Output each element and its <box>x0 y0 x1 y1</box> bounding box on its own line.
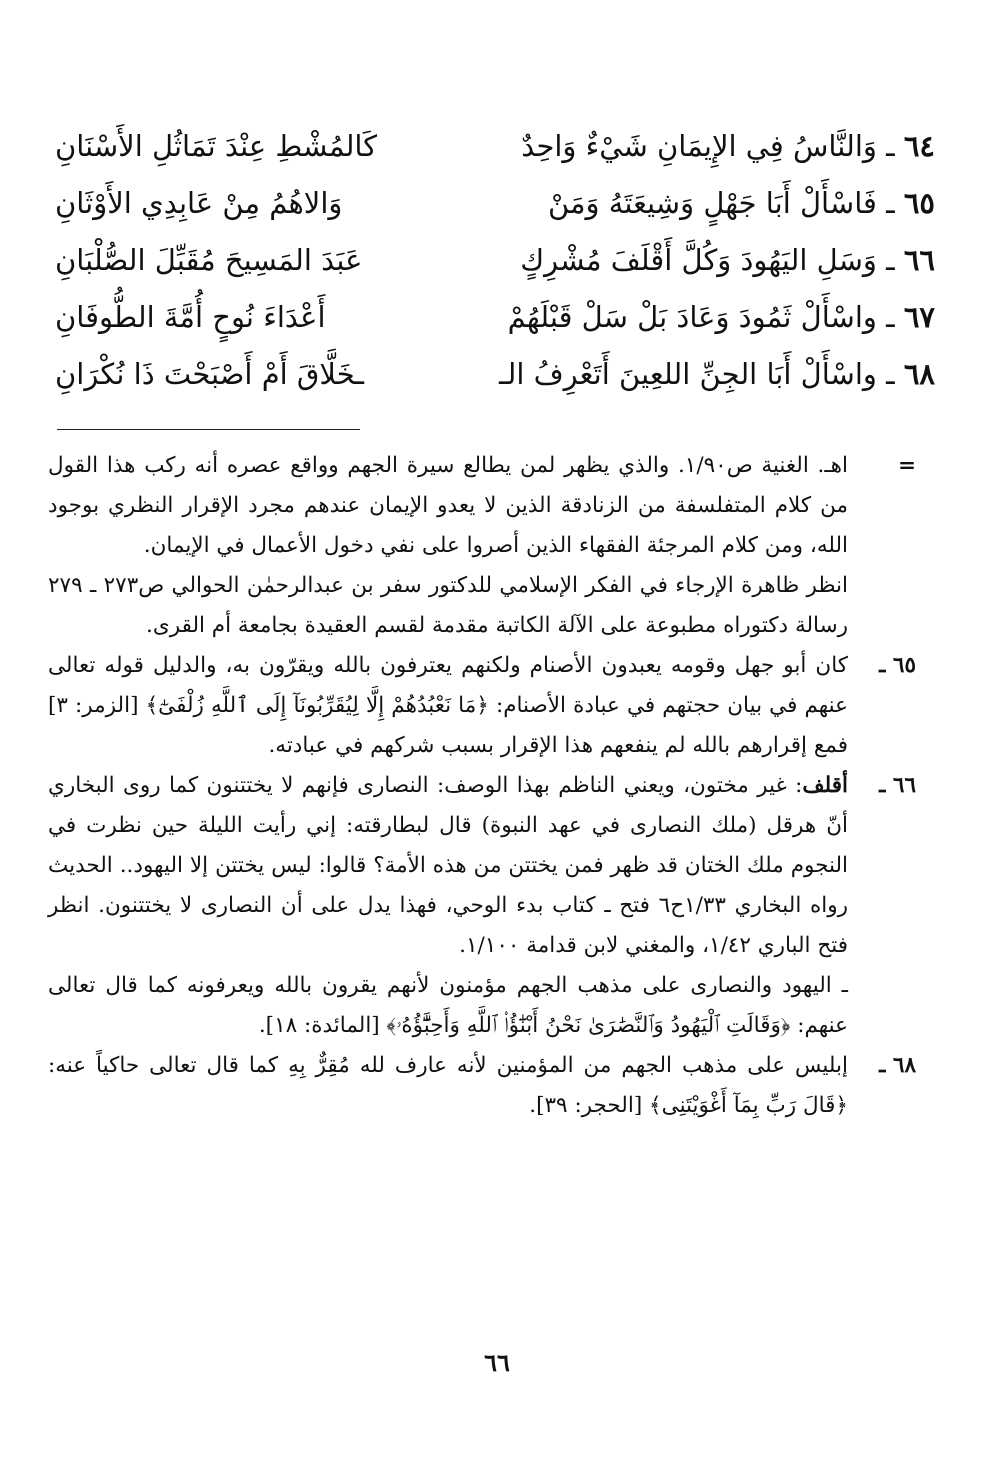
verse-number: ٦٤ <box>903 129 935 163</box>
verse-first-text: واسْأَلْ ثَمُودَ وَعَادَ بَلْ سَلْ قَبْلَهُمْ <box>507 300 877 334</box>
footnote-68 <box>48 1046 916 1126</box>
verse-67 <box>55 289 935 346</box>
verse-first-hemistich: ٦٦ ـ وَسَلِ اليَهُودَ وَكُلَّ أَقْلَفَ مُشْرِكٍ <box>520 243 935 277</box>
footnote-marker: ٦٦ ـ <box>879 773 916 798</box>
footnote-66 <box>48 766 916 966</box>
footnote-66-continued <box>48 966 916 1046</box>
verse-first-text: فَاسْأَلْ أَبَا جَهْلٍ وَشِيعَتَهُ وَمَنْ <box>547 186 877 220</box>
verse-second-hemistich: ـخَلَّاقَ أَمْ أَصْبَحْتَ ذَا نُكْرَانِ <box>55 357 364 391</box>
poem-verses <box>55 118 935 403</box>
verse-first-hemistich: ٦٤ ـ وَالنَّاسُ فِي الإِيمَانِ شَيْءٌ وَاحِدٌ <box>521 129 935 163</box>
verse-first-hemistich: ٦٨ ـ واسْأَلْ أَبَا الجِنِّ اللعِينَ أَتَعْرِفُ الـ <box>499 357 935 391</box>
verse-66 <box>55 232 935 289</box>
verse-first-hemistich: ٦٥ ـ فَاسْأَلْ أَبَا جَهْلٍ وَشِيعَتَهُ وَمَنْ <box>547 186 935 220</box>
verse-second-hemistich: أَعْدَاءَ نُوحٍ أُمَّةَ الطُّوفَانِ <box>55 300 326 334</box>
verse-64 <box>55 118 935 175</box>
footnote-reference <box>48 566 916 646</box>
footnotes <box>48 446 916 1126</box>
verse-number: ٦٨ <box>903 357 935 391</box>
verse-second-hemistich: عَبَدَ المَسِيحَ مُقَبِّلَ الصُّلْبَانِ <box>55 243 363 277</box>
footnote-marker: = <box>897 453 916 478</box>
verse-65 <box>55 175 935 232</box>
verse-first-text: وَالنَّاسُ فِي الإِيمَانِ شَيْءٌ وَاحِدٌ <box>521 129 877 163</box>
verse-second-hemistich: وَالاهُمُ مِنْ عَابِدِي الأَوْثَانِ <box>55 186 343 220</box>
page-number: ٦٦ <box>484 1348 510 1377</box>
footnote-text: إبليس على مذهب الجهم من المؤمنين لأنه عارف لله مُقِرٌّ بِهِ كما قال تعالى حاكياً عنه: ﴿قَالَ رَبِّ بِمَآ أَغْوَيْتَنِى﴾ [الحجر: ٣٩]. <box>48 1053 848 1118</box>
footnote-text: ـ اليهود والنصارى على مذهب الجهم مؤمنون لأنهم يقرون بالله ويعرفونه كما قال تعالى عنهم: ﴿وَقَالَتِ ٱلْيَهُودُ وَٱلنَّصَٰرَىٰ نَحْنُ أَبْنَٰٓؤُا۟ ٱللَّهِ وَأَحِبَّٰٓؤُهُۥ﴾ [المائدة: ١٨]. <box>48 973 848 1038</box>
footnote-divider <box>57 429 360 430</box>
verse-68 <box>55 346 935 403</box>
verse-number: ٦٧ <box>903 300 935 334</box>
verse-first-text: واسْأَلْ أَبَا الجِنِّ اللعِينَ أَتَعْرِفُ الـ <box>499 357 877 391</box>
verse-number: ٦٦ <box>903 243 935 277</box>
footnote-text: : غير مختون، ويعني الناظم بهذا الوصف: النصارى فإنهم لا يختتنون كما روى البخاري أنّ هرقل (ملك النصارى في عهد النبوة) قال لبطارقته: إني رأيت الليلة حين نظرت في النجوم ملك الختان قد ظهر فمن يختتن من هذه الأمة؟ قالوا: ليس يختتن إلا اليهود.. الحديث رواه البخاري ١/٣٣ح٦ فتح ـ كتاب بدء الوحي، فهذا يدل على أن النصارى لا يختتنون. انظر فتح الباري ١/٤٢، والمغني لابن قدامة ١/١٠٠. <box>48 773 849 958</box>
footnote-65 <box>48 646 916 766</box>
footnote-text: كان أبو جهل وقومه يعبدون الأصنام ولكنهم يعترفون بالله ويقرّون به، والدليل قوله تعالى عنهم في بيان حجتهم في عبادة الأصنام: ﴿مَا نَعْبُدُهُمْ إِلَّا لِيُقَرِّبُونَآ إِلَى ٱللَّهِ زُلْفَىٰٓ﴾ [الزمر: ٣] فمع إقرارهم بالله لم ينفعهم هذا الإقرار بسبب شركهم في عبادته. <box>48 653 848 758</box>
footnote-marker: ٦٨ ـ <box>879 1053 916 1078</box>
verse-second-hemistich: كَالمُشْطِ عِنْدَ تَمَاثُلِ الأَسْنَانِ <box>55 129 378 163</box>
verse-first-text: وَسَلِ اليَهُودَ وَكُلَّ أَقْلَفَ مُشْرِكٍ <box>520 243 877 277</box>
footnote-text: اهـ. الغنية ص١/٩٠. والذي يظهر لمن يطالع سيرة الجهم وواقع عصره أنه ركب هذا القول من كلام المتفلسفة من الزنادقة الذين لا يعدو الإيمان عندهم مجرد الإقرار النظري بوجود الله، ومن كلام المرجئة الفقهاء الذين أصروا على نفي دخول الأعمال في الإيمان. <box>48 453 848 558</box>
footnote-term: أقلف <box>802 773 848 798</box>
footnote-continued <box>48 446 916 566</box>
verse-number: ٦٥ <box>903 186 935 220</box>
footnote-text: انظر ظاهرة الإرجاء في الفكر الإسلامي للدكتور سفر بن عبدالرحمٰن الحوالي ص٢٧٣ ـ ٢٧٩ رسالة دكتوراه مطبوعة على الآلة الكاتبة مقدمة لقسم العقيدة بجامعة أم القرى. <box>48 573 848 638</box>
footnote-marker: ٦٥ ـ <box>879 653 916 678</box>
verse-first-hemistich: ٦٧ ـ واسْأَلْ ثَمُودَ وَعَادَ بَلْ سَلْ قَبْلَهُمْ <box>507 300 935 334</box>
